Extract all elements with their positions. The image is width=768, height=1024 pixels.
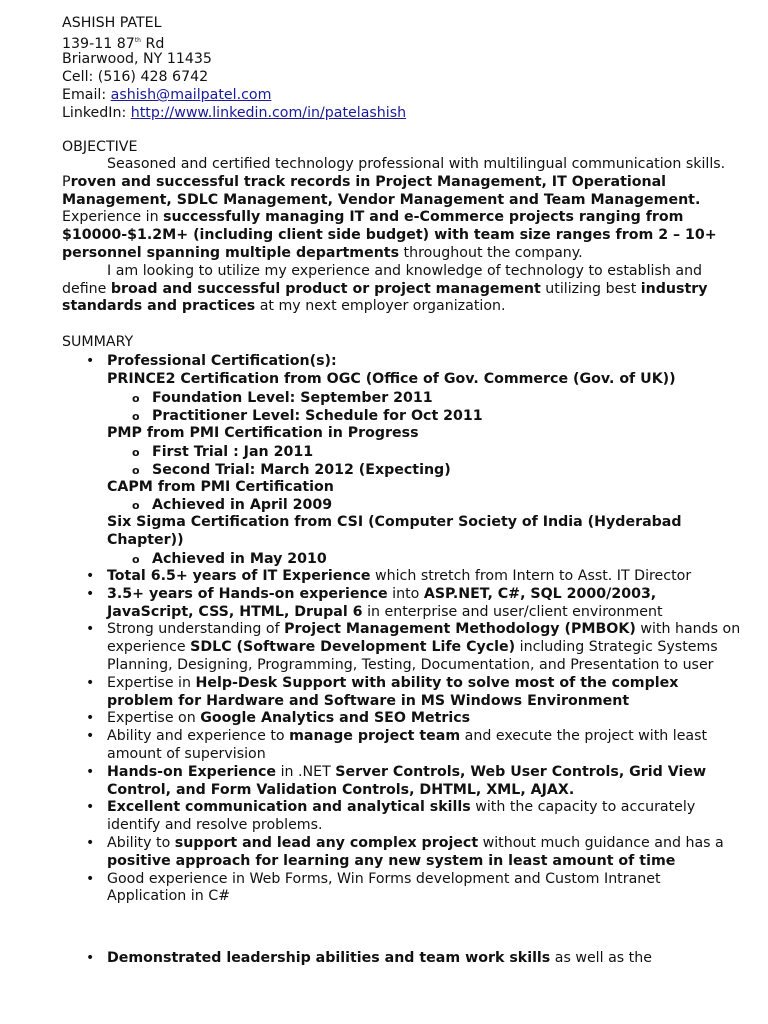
- objective-paragraph-1: [62, 156, 742, 263]
- summary-list: [62, 353, 742, 906]
- list-item: [62, 728, 742, 764]
- bold-text-run: SDLC (Software Development Life Cycle): [190, 639, 516, 656]
- pmp-sublist: [107, 443, 742, 479]
- text-run: and execute the project with least amount of supervision: [107, 728, 708, 762]
- bold-text-run: Excellent communication and analytical skills: [107, 799, 471, 816]
- bold-text-run: Project Management Methodology (PMBOK): [284, 621, 636, 638]
- resume-page: [62, 14, 742, 968]
- objective-paragraph-2: [62, 263, 742, 316]
- text-run: with hands on experience: [107, 621, 741, 656]
- six-sigma-sublist: [107, 550, 742, 568]
- applicant-name: ASHISH PATEL: [62, 15, 162, 31]
- bold-text-run: Server Controls, Web User Controls, Grid View Control, and Form Validation Controls, DHTML, XML, AJAX.: [107, 763, 707, 798]
- page-gap: [62, 906, 742, 950]
- list-item: o Achieved in May 2010: [107, 550, 742, 568]
- text-run: Expertise in: [107, 674, 196, 691]
- address-line-1: 139-11 87th Rd: [62, 36, 165, 52]
- bold-text-run: Hands-on Experience: [107, 763, 277, 780]
- list-item: [62, 710, 742, 728]
- list-item: [62, 568, 742, 586]
- list-item: [62, 621, 742, 674]
- objective-heading: OBJECTIVE: [62, 139, 138, 155]
- six-sigma-cert: Six Sigma Certification from CSI (Computer Society of India (Hyderabad Chapter)): [107, 514, 682, 549]
- text-run: including Strategic Systems Planning, Designing, Programming, Testing, Documentation, and Presentation to user: [107, 639, 718, 673]
- objective-text: [62, 156, 742, 316]
- prince2-sublist: [107, 389, 742, 425]
- text-run: with the capacity to accurately identify and resolve problems.: [107, 799, 696, 834]
- bold-text-run: support and lead any complex project: [174, 834, 479, 851]
- bold-text-run: Demonstrated leadership abilities and team work skills: [107, 950, 551, 967]
- text-run: Strong understanding of: [107, 621, 285, 638]
- cell-phone: Cell: (516) 428 6742: [62, 69, 209, 85]
- list-item: o Second Trial: March 2012 (Expecting): [107, 461, 742, 479]
- text-run: into: [387, 585, 424, 602]
- pmp-cert: PMP from PMI Certification in Progress: [107, 424, 419, 441]
- bold-text-run: manage project team: [289, 728, 461, 745]
- text-run: at my next employer organization.: [255, 298, 506, 315]
- text-run: in .NET: [276, 763, 336, 780]
- list-item: o First Trial : Jan 2011: [107, 443, 742, 461]
- list-item: [62, 950, 742, 968]
- list-item: [62, 353, 742, 568]
- text-run: Experience in: [62, 209, 164, 226]
- email-link[interactable]: ashish@mailpatel.com: [110, 87, 272, 103]
- list-item: [62, 675, 742, 711]
- summary-list-continued: [62, 950, 742, 968]
- ordinal-suffix: th: [134, 37, 141, 44]
- text-run: Expertise on: [107, 710, 201, 727]
- bold-text-run: ASP.NET, C#, SQL 2000/2003, JavaScript, CSS, HTML, Drupal 6: [107, 585, 657, 620]
- list-item: o Practitioner Level: Schedule for Oct 2011: [107, 407, 742, 425]
- bold-text-run: roven and successful track records in Project Management, IT Operational Management, SDLC Management, Vendor Management and Team Management.: [62, 173, 701, 208]
- bold-text-run: Google Analytics and SEO Metrics: [200, 710, 471, 727]
- text-run: utilizing best: [540, 280, 641, 297]
- linkedin-line: LinkedIn: http://www.linkedin.com/in/patelashish: [62, 105, 407, 121]
- bold-text-run: Total 6.5+ years of IT Experience: [107, 567, 371, 584]
- text-run: Ability and experience to: [107, 728, 290, 745]
- list-item: [62, 871, 742, 907]
- bold-text-run: industry standards and practices: [62, 280, 708, 315]
- text-run: Ability to: [107, 834, 175, 851]
- bold-text-run: positive approach for learning any new system in least amount of time: [107, 852, 676, 869]
- text-run: which stretch from Intern to Asst. IT Director: [370, 567, 692, 584]
- certifications-title: • Professional Certification(s):: [107, 353, 337, 370]
- linkedin-link[interactable]: http://www.linkedin.com/in/patelashish: [130, 105, 407, 121]
- list-item: [62, 764, 742, 800]
- text-run: throughout the company.: [399, 244, 583, 261]
- address-line-2: Briarwood, NY 11435: [62, 51, 212, 67]
- summary-heading: SUMMARY: [62, 334, 134, 351]
- text-run: I am looking to utilize my experience and knowledge of technology to establish and define: [62, 262, 703, 297]
- text-run: without much guidance and has a: [478, 834, 724, 851]
- text-run: as well as the: [550, 950, 652, 967]
- capm-cert: CAPM from PMI Certification: [107, 478, 334, 495]
- bold-text-run: Help-Desk Support with ability to solve most of the complex problem for Hardware and Software in MS Windows Environment: [107, 674, 679, 709]
- prince2-cert: PRINCE2 Certification from OGC (Office of Gov. Commerce (Gov. of UK)): [107, 370, 676, 387]
- bold-text-run: broad and successful product or project management: [110, 280, 541, 297]
- text-run: Good experience in Web Forms, Win Forms development and Custom Intranet Application in C#: [107, 870, 661, 905]
- capm-sublist: [107, 496, 742, 514]
- list-item: [62, 586, 742, 622]
- list-item: [62, 799, 742, 835]
- list-item: o Achieved in April 2009: [107, 496, 742, 514]
- list-item: [62, 835, 742, 871]
- list-item: o Foundation Level: September 2011: [107, 389, 742, 407]
- email-line: Email: ashish@mailpatel.com: [62, 87, 272, 103]
- bold-text-run: successfully managing IT and e-Commerce projects ranging from $10000-$1.2M+ (including client side budget) with team size ranges from 2 – 10+ personnel spanning multiple departments: [62, 209, 717, 261]
- text-run: in enterprise and user/client environment: [362, 603, 663, 620]
- bold-text-run: 3.5+ years of Hands-on experience: [107, 585, 388, 602]
- text-run: Seasoned and certified technology professional with multilingual communication skills. P: [62, 156, 726, 190]
